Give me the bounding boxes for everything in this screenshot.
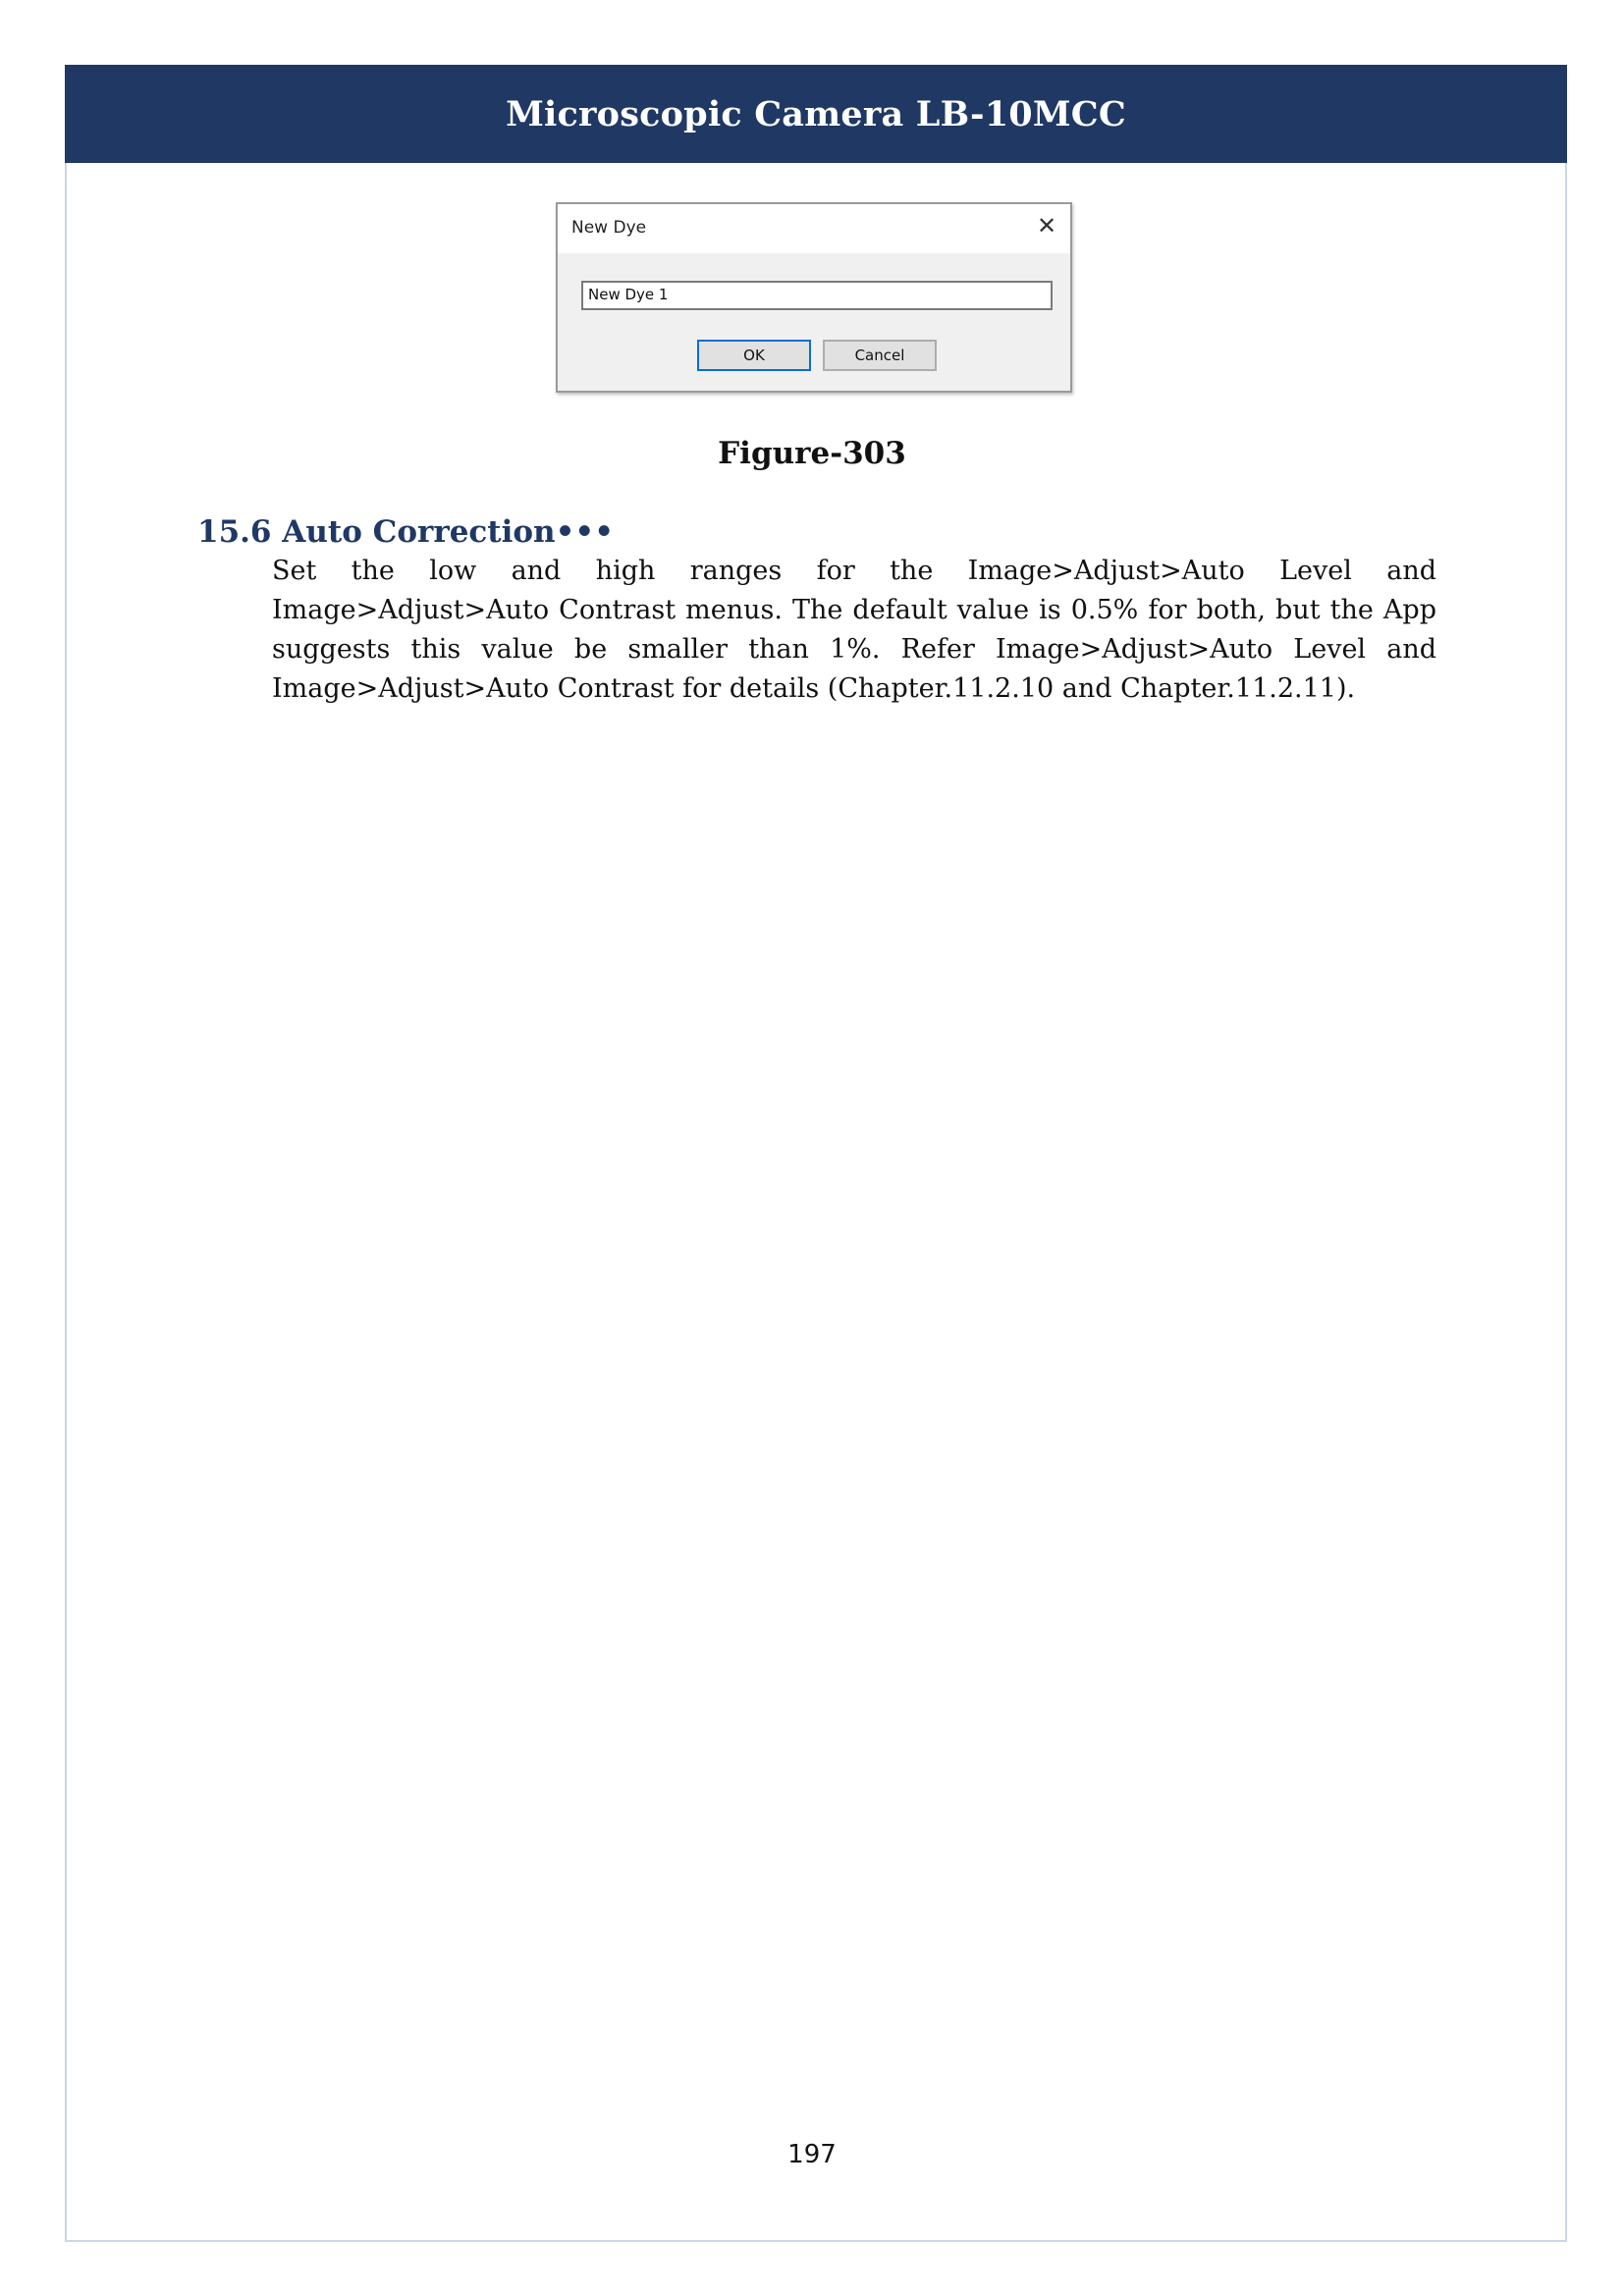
page-header [65, 65, 1567, 163]
figure-caption: Figure-303 [718, 436, 906, 471]
section-body-paragraph: Set the low and high ranges for the Image>Adjust>Auto Level and Image>Adjust>Auto Contrast menus. The default value is 0.5% for both, but the App suggests this value be smaller than 1%. Refer Image>Adjust>Auto Level and Image>Adjust>Auto Contrast for details (Chapter.11.2.10 and Chapter.11.2.11). [272, 556, 1436, 704]
new-dye-dialog-screenshot [556, 202, 1072, 393]
document-title: Microscopic Camera LB-10MCC [506, 93, 1126, 134]
ok-button[interactable]: OK [697, 340, 811, 371]
close-icon[interactable]: ✕ [1036, 212, 1057, 240]
dye-name-input[interactable]: New Dye 1 [581, 281, 1053, 310]
dialog-titlebar [558, 204, 1070, 253]
cancel-button[interactable]: Cancel [823, 340, 937, 371]
section-heading: 15.6 Auto Correction••• [197, 514, 615, 550]
dialog-title: New Dye [571, 218, 647, 238]
page-number: 197 [787, 2140, 837, 2169]
